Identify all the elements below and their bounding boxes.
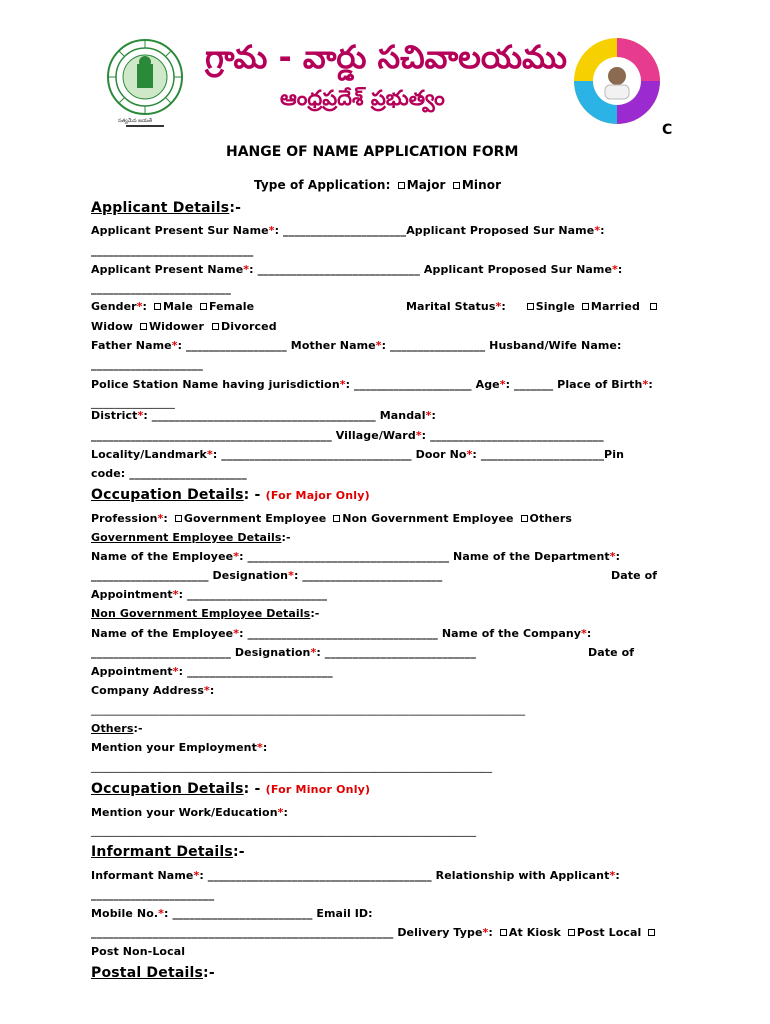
gov-appointment-row: Appointment*: _________________________ xyxy=(91,588,328,601)
mobile-row: Mobile No.*: _________________________ Email ID: xyxy=(91,907,373,920)
minor-label: Minor xyxy=(461,178,502,192)
applicant-name-line[interactable]: _________________________ xyxy=(91,282,231,295)
mention-employment-label: Mention your Employment*: xyxy=(91,741,268,754)
gov-date-of-label: Date of xyxy=(611,569,658,582)
gov-designation-row: _____________________ Designation*: _________________________ xyxy=(91,569,443,582)
married-checkbox[interactable] xyxy=(582,303,589,310)
header-title: గ్రామ - వార్డు సచివాలయము xyxy=(205,38,567,76)
spouse-line[interactable]: ____________________ xyxy=(91,358,203,371)
major-label: Major xyxy=(406,178,446,192)
form-title: HANGE OF NAME APPLICATION FORM xyxy=(226,144,519,160)
navaratnalu-logo xyxy=(572,36,662,126)
post-nonlocal-checkbox[interactable] xyxy=(648,929,655,936)
applicant-details-heading: Applicant Details:- xyxy=(91,200,242,216)
district-row: District*: ________________________________________ Mandal*: xyxy=(91,409,436,422)
relationship-line[interactable]: ______________________ xyxy=(91,888,215,901)
widow-checkbox[interactable] xyxy=(650,303,657,310)
non-gov-designation-row: _________________________ Designation*: ___________________________ xyxy=(91,646,476,659)
occupation-minor-heading: Occupation Details: - (For Minor Only) xyxy=(91,781,371,797)
others-checkbox[interactable] xyxy=(521,515,528,522)
village-row: ___________________________________________ Village/Ward*: _______________________________ xyxy=(91,429,604,442)
marital-status-row-2: Widow Widower Divorced xyxy=(91,320,277,333)
emblem-caption: సత్యమేవ జయతే xyxy=(118,118,153,124)
non-gov-date-of-label: Date of xyxy=(588,646,635,659)
informant-name-row: Informant Name*: ________________________________________ Relationship with Applicant*: xyxy=(91,869,620,882)
divorced-checkbox[interactable] xyxy=(212,323,219,330)
type-of-application xyxy=(254,178,501,192)
type-label: Type of Application: xyxy=(254,178,391,192)
marital-status-row: Marital Status*: Single Married xyxy=(406,300,659,313)
parents-row: Father Name*: __________________ Mother Name*: _________________ Husband/Wife Name: xyxy=(91,339,622,352)
widower-checkbox[interactable] xyxy=(140,323,147,330)
male-checkbox[interactable] xyxy=(154,303,161,310)
mention-employment-line[interactable]: ___________________________________________________________________________ xyxy=(91,761,493,773)
post-nonlocal-label: Post Non-Local xyxy=(91,945,186,958)
delivery-type-row: ______________________________________________________ Delivery Type*: At Kiosk Post Local xyxy=(91,926,657,939)
header-subtitle: ఆంధ్రప్రదేశ్ ప్రభుత్వం xyxy=(280,86,445,110)
corner-letter: C xyxy=(662,122,673,138)
company-address-label: Company Address*: xyxy=(91,684,215,697)
police-row: Police Station Name having jurisdiction*: _____________________ Age*: _______ Place of Birth*: xyxy=(91,378,653,391)
female-checkbox[interactable] xyxy=(200,303,207,310)
pin-code-row[interactable]: code: _____________________ xyxy=(91,467,247,480)
major-checkbox[interactable] xyxy=(398,182,405,189)
non-gov-employee-heading: Non Government Employee Details:- xyxy=(91,607,320,620)
non-gov-appointment-row: Appointment*: __________________________ xyxy=(91,665,333,678)
gender-row: Gender*: Male Female xyxy=(91,300,255,313)
company-address-line[interactable]: __________________________________________________________________________________ xyxy=(91,704,526,716)
applicant-name-row: Applicant Present Name*: _____________________________ Applicant Proposed Sur Name*: xyxy=(91,263,623,276)
non-gov-employee-name-row: Name of the Employee*: __________________________________ Name of the Company*: xyxy=(91,627,592,640)
applicant-surname-row: Applicant Present Sur Name*: ______________________Applicant Proposed Sur Name*: xyxy=(91,224,605,237)
government-employee-checkbox[interactable] xyxy=(175,515,182,522)
profession-row: Profession*: Government Employee Non Government Employee Others xyxy=(91,512,572,525)
informant-details-heading: Informant Details:- xyxy=(91,844,245,860)
single-checkbox[interactable] xyxy=(527,303,534,310)
post-local-checkbox[interactable] xyxy=(568,929,575,936)
non-government-employee-checkbox[interactable] xyxy=(333,515,340,522)
occupation-major-heading: Occupation Details: - (For Major Only) xyxy=(91,487,370,503)
gov-employee-heading: Government Employee Details:- xyxy=(91,531,291,544)
locality-row: Locality/Landmark*: __________________________________ Door No*: ______________________Pin xyxy=(91,448,625,461)
minor-checkbox[interactable] xyxy=(453,182,460,189)
work-education-label: Mention your Work/Education*: xyxy=(91,806,288,819)
at-kiosk-checkbox[interactable] xyxy=(500,929,507,936)
others-heading: Others:- xyxy=(91,722,143,735)
gov-employee-name-row: Name of the Employee*: ____________________________________ Name of the Department*: xyxy=(91,550,621,563)
work-education-line[interactable]: ________________________________________________________________________ xyxy=(91,825,477,837)
place-of-birth-line[interactable]: _______________ xyxy=(91,396,175,409)
applicant-surname-line[interactable]: _____________________________ xyxy=(91,244,254,257)
postal-details-heading: Postal Details:- xyxy=(91,965,215,981)
